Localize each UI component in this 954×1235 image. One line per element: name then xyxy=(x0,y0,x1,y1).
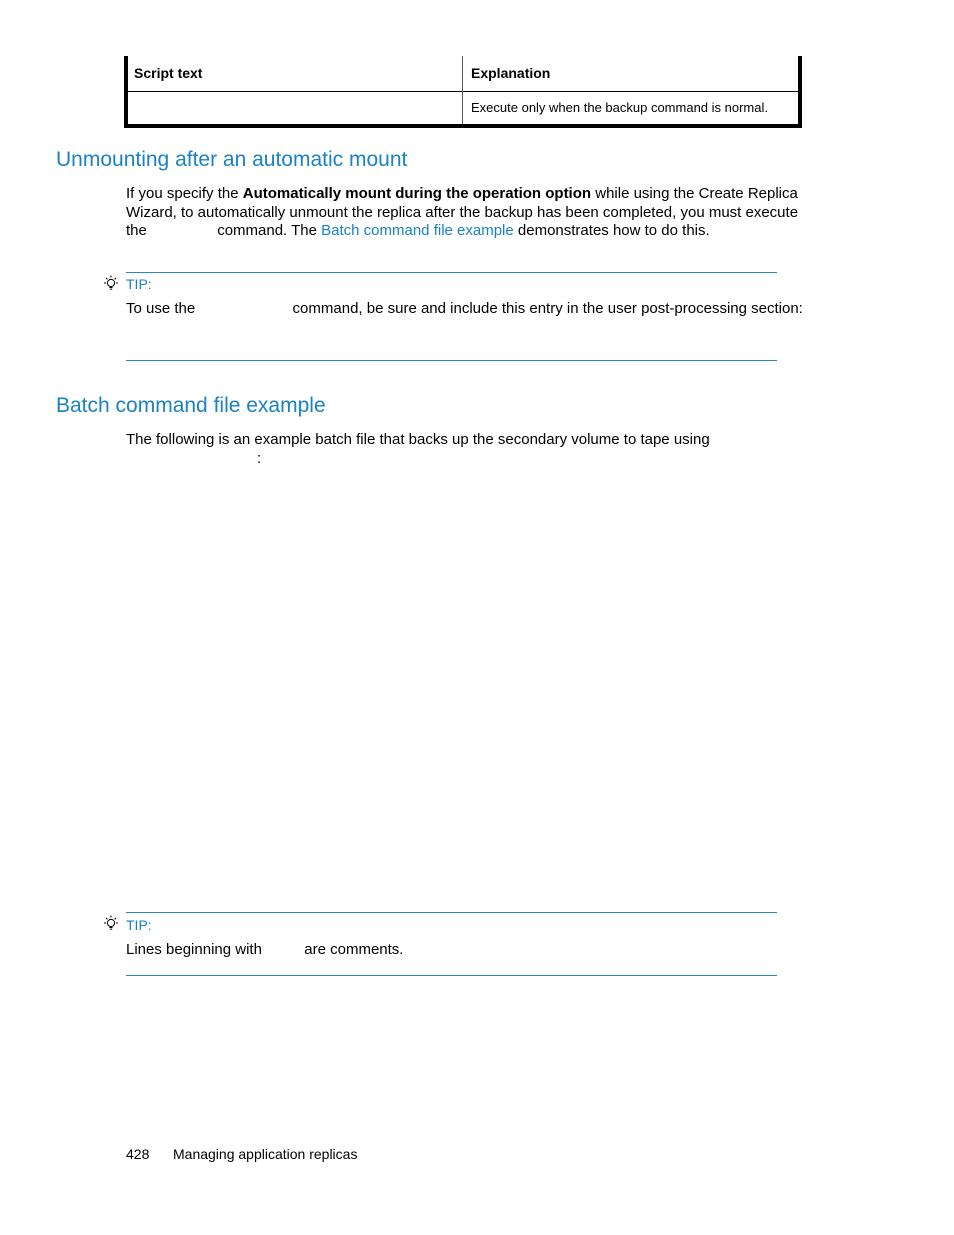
tip2-text: Lines beginning with are comments. xyxy=(126,941,404,958)
tip1-top-rule xyxy=(126,272,777,273)
tip2-top-rule xyxy=(126,912,777,913)
table-cell-explanation: Execute only when the backup command is normal. xyxy=(471,100,768,115)
batch-example-link[interactable]: Batch command file example xyxy=(321,222,514,239)
table-header-script-text: Script text xyxy=(134,65,203,81)
section-heading-batch: Batch command file example xyxy=(56,394,326,417)
table-left-border xyxy=(124,56,128,128)
table-right-border xyxy=(798,56,802,128)
table-header-divider xyxy=(128,91,798,92)
section-heading-unmounting: Unmounting after an automatic mount xyxy=(56,148,408,171)
table-bottom-border xyxy=(124,124,802,128)
tip2-label: TIP: xyxy=(126,917,152,933)
batch-paragraph: The following is an example batch file that backs up the secondary volume to tape using : xyxy=(126,431,710,467)
lightbulb-icon xyxy=(101,914,121,934)
unmount-paragraph: If you specify the Automatically mount during the operation option while using the Create Replica Wizard, to automatically unmount the replica after the backup has been completed, you must execute the command. The Batch command file example demonstrates how to do this. xyxy=(126,185,799,239)
tip2-bottom-rule xyxy=(126,975,777,976)
option-name: Automatically mount during the operation option xyxy=(242,185,592,202)
table-header-explanation: Explanation xyxy=(471,65,551,81)
tip1-label: TIP: xyxy=(126,276,152,292)
lightbulb-icon xyxy=(101,274,121,294)
table-column-divider xyxy=(462,56,463,124)
footer-title: Managing application replicas xyxy=(173,1146,358,1162)
page-number: 428 xyxy=(126,1146,150,1162)
script-table xyxy=(124,56,802,128)
tip1-text: To use the command, be sure and include this entry in the user post-processing section: xyxy=(126,300,803,317)
tip1-bottom-rule xyxy=(126,360,777,361)
